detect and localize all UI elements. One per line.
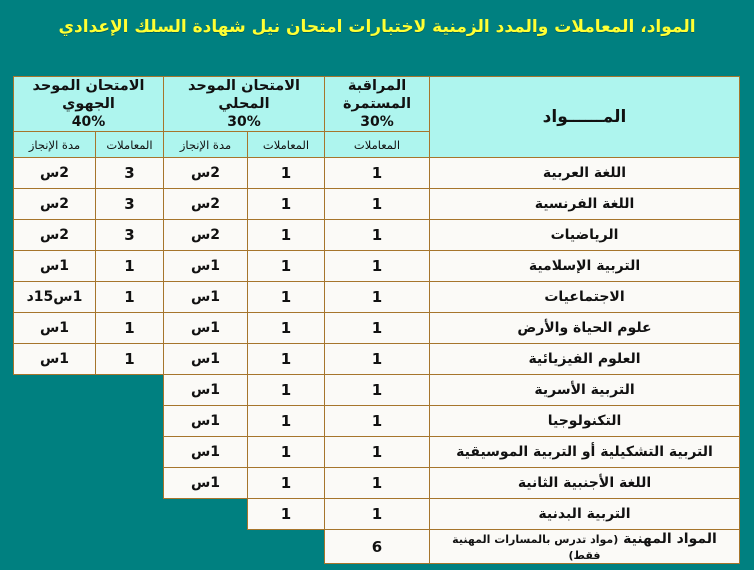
cell-continuous-coefficient: 1 <box>325 189 430 220</box>
cell-local-duration: 2س <box>163 220 247 251</box>
cell-subject <box>430 158 740 189</box>
cell-regional-coefficient: 1 <box>95 313 163 344</box>
header-group-continuous-control-percent: 30% <box>360 114 394 130</box>
subject-name: اللغة الأجنبية الثانية <box>517 475 652 491</box>
subject-name: الرياضيات <box>550 227 619 243</box>
subject-name: العلوم الفيزيائية <box>528 351 641 367</box>
table-row <box>13 499 739 530</box>
cell-local-duration: 1س <box>163 313 247 344</box>
cell-local-duration: 2س <box>163 158 247 189</box>
cell-subject <box>430 375 740 406</box>
subject-name: التربية الأسرية <box>534 382 635 398</box>
header-group-regional-exam <box>13 77 163 132</box>
cell-regional-duration: 2س <box>13 158 95 189</box>
cell-local-coefficient: 1 <box>248 375 325 406</box>
cell-local-duration: 1س <box>163 344 247 375</box>
cell-empty <box>248 530 325 564</box>
header-regional-duration: مدة الإنجاز <box>13 132 95 158</box>
cell-empty <box>163 499 247 530</box>
table-row <box>13 189 739 220</box>
cell-continuous-coefficient: 1 <box>325 375 430 406</box>
page-title: المواد، المعاملات والمدد الزمنية لاختبارات امتحان نيل شهادة السلك الإعدادي <box>58 17 696 37</box>
header-local-coefficients: المعاملات <box>248 132 325 158</box>
table-row <box>13 437 739 468</box>
table-header <box>13 77 739 158</box>
header-group-continuous-control <box>325 77 430 132</box>
cell-local-coefficient: 1 <box>248 282 325 313</box>
cell-local-coefficient: 1 <box>248 251 325 282</box>
header-group-local-exam-percent: 30% <box>227 114 261 130</box>
cell-local-coefficient: 1 <box>248 158 325 189</box>
subject-name: الاجتماعيات <box>544 289 625 305</box>
cell-empty <box>95 437 163 468</box>
cell-subject <box>430 468 740 499</box>
cell-regional-coefficient: 3 <box>95 189 163 220</box>
cell-empty <box>95 375 163 406</box>
header-continuous-coefficients: المعاملات <box>325 132 430 158</box>
cell-regional-duration: 1س <box>13 251 95 282</box>
subject-note: (مواد تدرس بالمسارات المهنية فقط) <box>452 532 619 562</box>
cell-local-duration: 1س <box>163 251 247 282</box>
cell-continuous-coefficient: 1 <box>325 406 430 437</box>
table-row <box>13 220 739 251</box>
cell-local-coefficient: 1 <box>248 344 325 375</box>
header-group-local-exam <box>163 77 324 132</box>
table-row <box>13 313 739 344</box>
cell-empty <box>95 468 163 499</box>
cell-local-duration: 2س <box>163 189 247 220</box>
cell-empty <box>13 499 95 530</box>
cell-subject <box>430 344 740 375</box>
cell-subject <box>430 530 740 564</box>
cell-continuous-coefficient: 1 <box>325 499 430 530</box>
table-header-group-row <box>13 77 739 132</box>
cell-regional-duration: 2س <box>13 189 95 220</box>
subject-name: التربية البدنية <box>538 506 631 522</box>
cell-regional-coefficient: 1 <box>95 282 163 313</box>
subject-name: المواد المهنية <box>623 530 717 547</box>
table-row <box>13 282 739 313</box>
header-regional-coefficients: المعاملات <box>95 132 163 158</box>
cell-empty <box>163 530 247 564</box>
cell-regional-duration: 2س <box>13 220 95 251</box>
cell-empty <box>13 406 95 437</box>
cell-regional-coefficient: 1 <box>95 344 163 375</box>
cell-subject <box>430 189 740 220</box>
subject-name: اللغة الفرنسية <box>534 196 635 212</box>
cell-local-coefficient: 1 <box>248 189 325 220</box>
table-row <box>13 468 739 499</box>
table-row <box>13 530 739 564</box>
header-subject-column: المــــــواد <box>430 77 740 158</box>
cell-local-coefficient: 1 <box>248 220 325 251</box>
cell-local-duration: 1س <box>163 437 247 468</box>
table-row <box>13 375 739 406</box>
cell-regional-coefficient: 3 <box>95 220 163 251</box>
cell-subject <box>430 499 740 530</box>
header-group-continuous-control-label: المراقبة المستمرة <box>342 78 412 112</box>
cell-empty <box>95 406 163 437</box>
cell-local-duration: 1س <box>163 468 247 499</box>
cell-continuous-coefficient: 1 <box>325 437 430 468</box>
cell-regional-duration: 1س15د <box>13 282 95 313</box>
cell-regional-duration: 1س <box>13 344 95 375</box>
subject-name: التربية الإسلامية <box>528 258 641 274</box>
cell-regional-coefficient: 3 <box>95 158 163 189</box>
cell-continuous-coefficient: 1 <box>325 344 430 375</box>
cell-empty <box>95 530 163 564</box>
cell-subject <box>430 220 740 251</box>
cell-continuous-coefficient: 6 <box>325 530 430 564</box>
header-group-regional-exam-label: الامتحان الموحد الجهوي <box>32 78 145 112</box>
subject-name: التربية التشكيلية أو التربية الموسيقية <box>456 444 713 460</box>
cell-empty <box>13 375 95 406</box>
cell-subject <box>430 406 740 437</box>
subject-name: علوم الحياة والأرض <box>517 320 652 336</box>
cell-continuous-coefficient: 1 <box>325 220 430 251</box>
table-row <box>13 158 739 189</box>
cell-subject <box>430 437 740 468</box>
cell-local-duration: 1س <box>163 375 247 406</box>
table-row <box>13 406 739 437</box>
cell-regional-coefficient: 1 <box>95 251 163 282</box>
cell-continuous-coefficient: 1 <box>325 282 430 313</box>
cell-continuous-coefficient: 1 <box>325 468 430 499</box>
cell-subject <box>430 313 740 344</box>
cell-local-coefficient: 1 <box>248 406 325 437</box>
cell-continuous-coefficient: 1 <box>325 251 430 282</box>
cell-local-duration: 1س <box>163 406 247 437</box>
cell-continuous-coefficient: 1 <box>325 313 430 344</box>
subjects-coefficients-table <box>13 76 740 564</box>
cell-empty <box>13 530 95 564</box>
cell-regional-duration: 1س <box>13 313 95 344</box>
cell-local-coefficient: 1 <box>248 468 325 499</box>
cell-subject <box>430 282 740 313</box>
table-row <box>13 344 739 375</box>
cell-local-coefficient: 1 <box>248 437 325 468</box>
header-group-regional-exam-percent: 40% <box>71 114 106 130</box>
cell-continuous-coefficient: 1 <box>325 158 430 189</box>
cell-empty <box>95 499 163 530</box>
cell-empty <box>13 437 95 468</box>
header-local-duration: مدة الإنجاز <box>163 132 247 158</box>
subject-name: التكنولوجيا <box>547 413 622 429</box>
table-row <box>13 251 739 282</box>
cell-empty <box>13 468 95 499</box>
cell-local-coefficient: 1 <box>248 499 325 530</box>
cell-local-duration: 1س <box>163 282 247 313</box>
cell-local-coefficient: 1 <box>248 313 325 344</box>
table-body <box>13 158 739 564</box>
subject-name: اللغة العربية <box>542 165 627 181</box>
subjects-coefficients-table-container <box>14 76 740 564</box>
cell-subject <box>430 251 740 282</box>
header-group-local-exam-label: الامتحان الموحد المحلي <box>187 78 301 112</box>
